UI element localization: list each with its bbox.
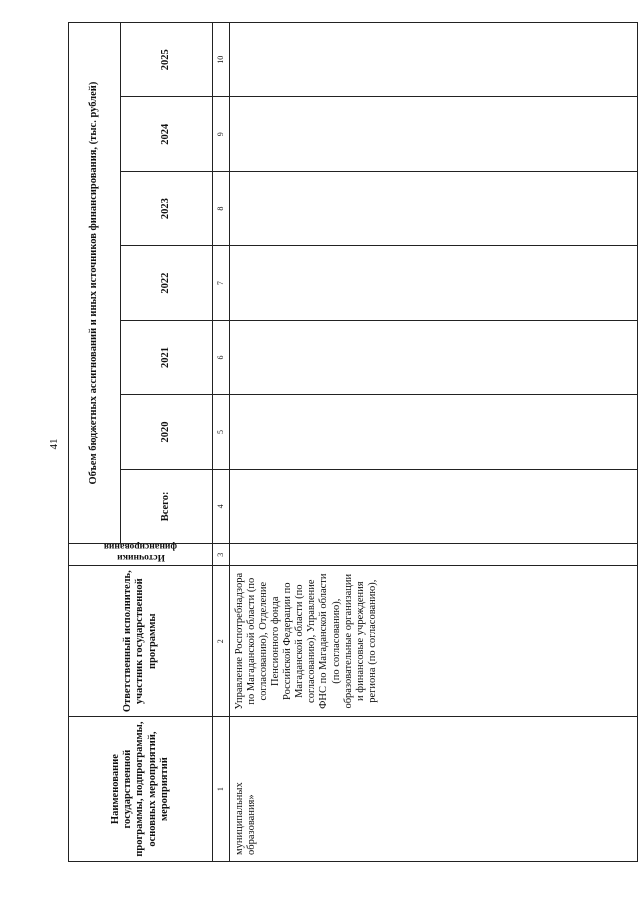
header-year-2020: 2020 [121,395,213,469]
row-name-cell: муниципальных образования» [230,717,638,862]
header-year-2025: 2025 [121,23,213,98]
row-value-2025 [230,23,638,98]
page-number: 41 [48,438,60,450]
header-year-2021: 2021 [121,320,213,394]
row-value-2021 [230,320,638,394]
header-source [69,541,213,566]
column-number: 4 [213,469,230,543]
header-year-total: Всего: [121,469,213,543]
header-year-2022: 2022 [121,246,213,320]
funding-table [68,22,638,862]
funding-table-wrapper [68,22,638,862]
row-source-cell [230,544,638,566]
row-executor-cell: Управление Роспотребнадзора по Магаданской области (по согласованию), Отделение Пенсионного фонда Российской Федерации по Магаданской области (по согласованию), Управление ФНС по Магаданской области (по согласованию), образовательные организации и финансовые учреждения региона (по согласованию), [230,566,638,717]
column-number: 8 [213,171,230,245]
row-value-2022 [230,246,638,320]
column-number: 6 [213,320,230,394]
column-number: 1 [213,717,230,862]
column-number: 5 [213,395,230,469]
table-row [230,23,638,862]
header-name: Наименование государственной программы, подпрограммы, основных мероприятий, мероприятий [69,717,213,862]
row-value-total [230,469,638,543]
column-number: 2 [213,566,230,717]
header-row-top [69,23,121,862]
column-number-row [213,23,230,862]
column-number: 9 [213,97,230,171]
header-funding-group: Объем бюджетных ассигнований и иных источников финансирования, (тыс. рублей) [69,23,121,544]
header-year-2024: 2024 [121,97,213,171]
column-number: 7 [213,246,230,320]
column-number: 10 [213,23,230,98]
row-value-2023 [230,171,638,245]
header-executor: Ответственный исполнитель, участник государственной программы [69,566,213,717]
row-value-2024 [230,97,638,171]
row-value-2020 [230,395,638,469]
column-number: 3 [213,544,230,566]
header-source-text: Источники финансирования [103,541,177,563]
header-year-2023: 2023 [121,171,213,245]
